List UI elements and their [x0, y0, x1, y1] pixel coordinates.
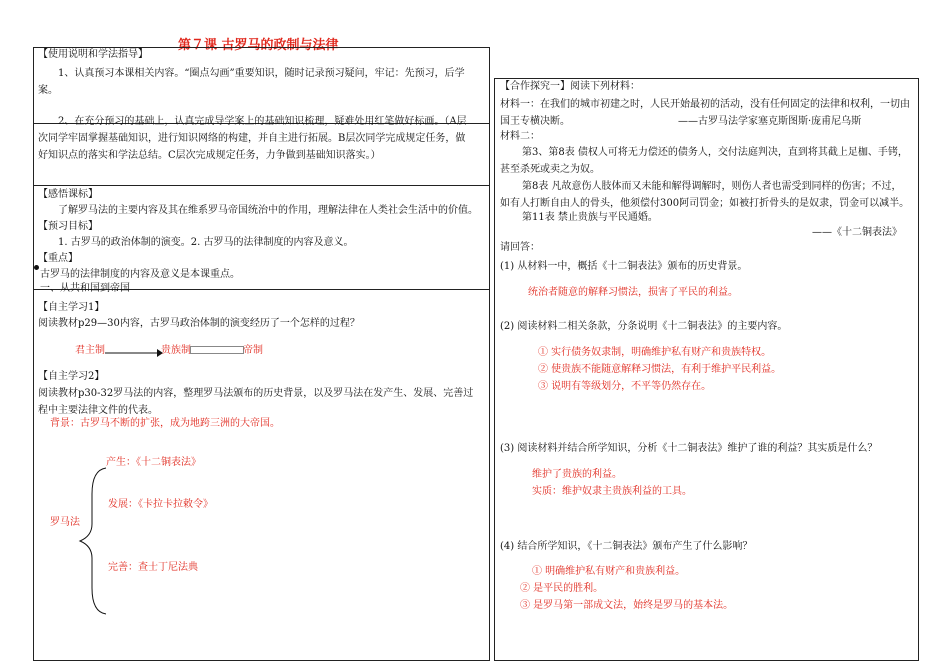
question-2: (2) 阅读材料二相关条款，分条说明《十二铜表法》的主要内容。 — [500, 321, 788, 332]
goals-heading-3: 【重点】 — [38, 253, 78, 264]
page-title: 第７课 古罗马的政制与法律 — [178, 38, 339, 53]
branch-origin: 产生：《十二铜表法》 — [106, 457, 201, 468]
branch-development: 发展：《卡拉卡拉敕令》 — [108, 499, 213, 510]
material-2-law-3: 第11表 禁止贵族与平民通婚。 — [522, 212, 658, 223]
answer-3-item-1: 维护了贵族的利益。 — [532, 469, 622, 480]
guide-paragraph-2: 2、在充分预习的基础上，认真完成导学案上的基础知识梳理，疑难处用红笔做好标画。（A层次同学牢固掌握基础知识，进行知识网络的构建，并自主进行拓展。B层次同学完成规定任务，做好知识点的落实和学法总结。C层次完成规定任务，力争做到基础知识落实。） — [38, 116, 467, 161]
guide-heading: 【使用说明和学法指导】 — [38, 49, 148, 60]
coop-heading: 【合作探究一】阅读下列材料： — [500, 81, 640, 92]
goals-text-3: 古罗马的法律制度的内容及意义是本课重点。 — [40, 269, 240, 280]
flow-step-2: 贵族制 — [161, 345, 191, 356]
answer-4-item-3: ③ 是罗马第一部成文法，始终是罗马的基本法。 — [520, 600, 734, 611]
question-3: (3) 阅读材料并结合所学知识，分析《十二铜表法》维护了谁的利益？其实质是什么？ — [500, 443, 878, 454]
goals-heading-1: 【感悟课标】 — [38, 189, 98, 200]
background-answer: 背景：古罗马不断的扩张，成为地跨三洲的大帝国。 — [50, 418, 280, 429]
flow-connector-box — [190, 346, 244, 354]
guide-paragraph-1: 1、认真预习本课相关内容。“圈点勾画”重要知识，随时记录预习疑问，牢记：先预习，后学案。 — [38, 68, 465, 96]
goals-heading-2: 【预习目标】 — [38, 221, 98, 232]
section-heading: 一、从共和国到帝国 — [40, 283, 130, 294]
answer-1: 统治者随意的解释习惯法，损害了平民的利益。 — [528, 287, 738, 298]
self-study-2-heading: 【自主学习2】 — [38, 371, 105, 382]
material-2-law-2: 第8表 凡故意伤人肢体而又未能和解得调解时，则伤人者也需受到同样的伤害；不过，如有人打断自由人的骨头，他须偿付300阿司罚金；如被打折骨头的是奴隶，罚金可以减半。 — [500, 181, 910, 209]
self-study-1-question: 阅读教材p29—30内容，古罗马政治体制的演变经历了一个怎样的过程？ — [38, 318, 360, 329]
flow-step-3: 帝制 — [243, 345, 263, 356]
bullet-dot — [34, 265, 39, 270]
answer-2-item-1: ① 实行债务奴隶制，明确维护私有财产和贵族特权。 — [538, 347, 772, 358]
answer-4-item-1: ① 明确维护私有财产和贵族利益。 — [532, 566, 686, 577]
answer-2-item-3: ③ 说明有等级划分，不平等仍然存在。 — [538, 381, 712, 392]
goals-text-2: 1. 古罗马的政治体制的演变。2. 古罗马的法律制度的内容及意义。 — [58, 237, 354, 248]
material-1: 材料一：在我们的城市初建之时，人民开始最初的活动，没有任何固定的法律和权利，一切由国王专横决断。 — [500, 99, 910, 127]
flow-arrow — [105, 348, 163, 358]
answer-4-item-2: ② 是平民的胜利。 — [520, 583, 604, 594]
flow-step-1: 君主制 — [75, 345, 105, 356]
material-2-law-1: 第3、第8表 债权人可将无力偿还的债务人，交付法庭判决，直到将其截上足枷、手铐，甚至杀死或卖之为奴。 — [500, 147, 908, 175]
answer-3-item-2: 实质：维护奴隶主贵族利益的工具。 — [532, 486, 692, 497]
material-2-source: ——《十二铜表法》 — [812, 227, 902, 238]
material-2-heading: 材料二： — [500, 131, 540, 142]
self-study-1-heading: 【自主学习1】 — [38, 302, 105, 313]
material-1-source: ——古罗马法学家塞克斯图斯·庞甫尼乌斯 — [678, 116, 862, 127]
question-4: (4) 结合所学知识，《十二铜表法》颁布产生了什么影响？ — [500, 541, 753, 552]
question-1: (1) 从材料一中，概括《十二铜表法》颁布的历史背景。 — [500, 261, 748, 272]
divider — [33, 185, 489, 186]
brace — [78, 466, 108, 616]
please-answer: 请回答： — [500, 242, 540, 253]
answer-2-item-2: ② 使贵族不能随意解释习惯法，有利于维护平民利益。 — [538, 364, 782, 375]
self-study-2-question: 阅读教材p30-32罗马法的内容，整理罗马法颁布的历史背景，以及罗马法在发产生、发展、完善过程中主要法律文件的代表。 — [38, 388, 474, 416]
goals-text-1: 了解罗马法的主要内容及其在维系罗马帝国统治中的作用，理解法律在人类社会生活中的价值。 — [58, 205, 478, 216]
branch-completion: 完善：查士丁尼法典 — [108, 562, 198, 573]
diagram-root: 罗马法 — [50, 517, 80, 528]
